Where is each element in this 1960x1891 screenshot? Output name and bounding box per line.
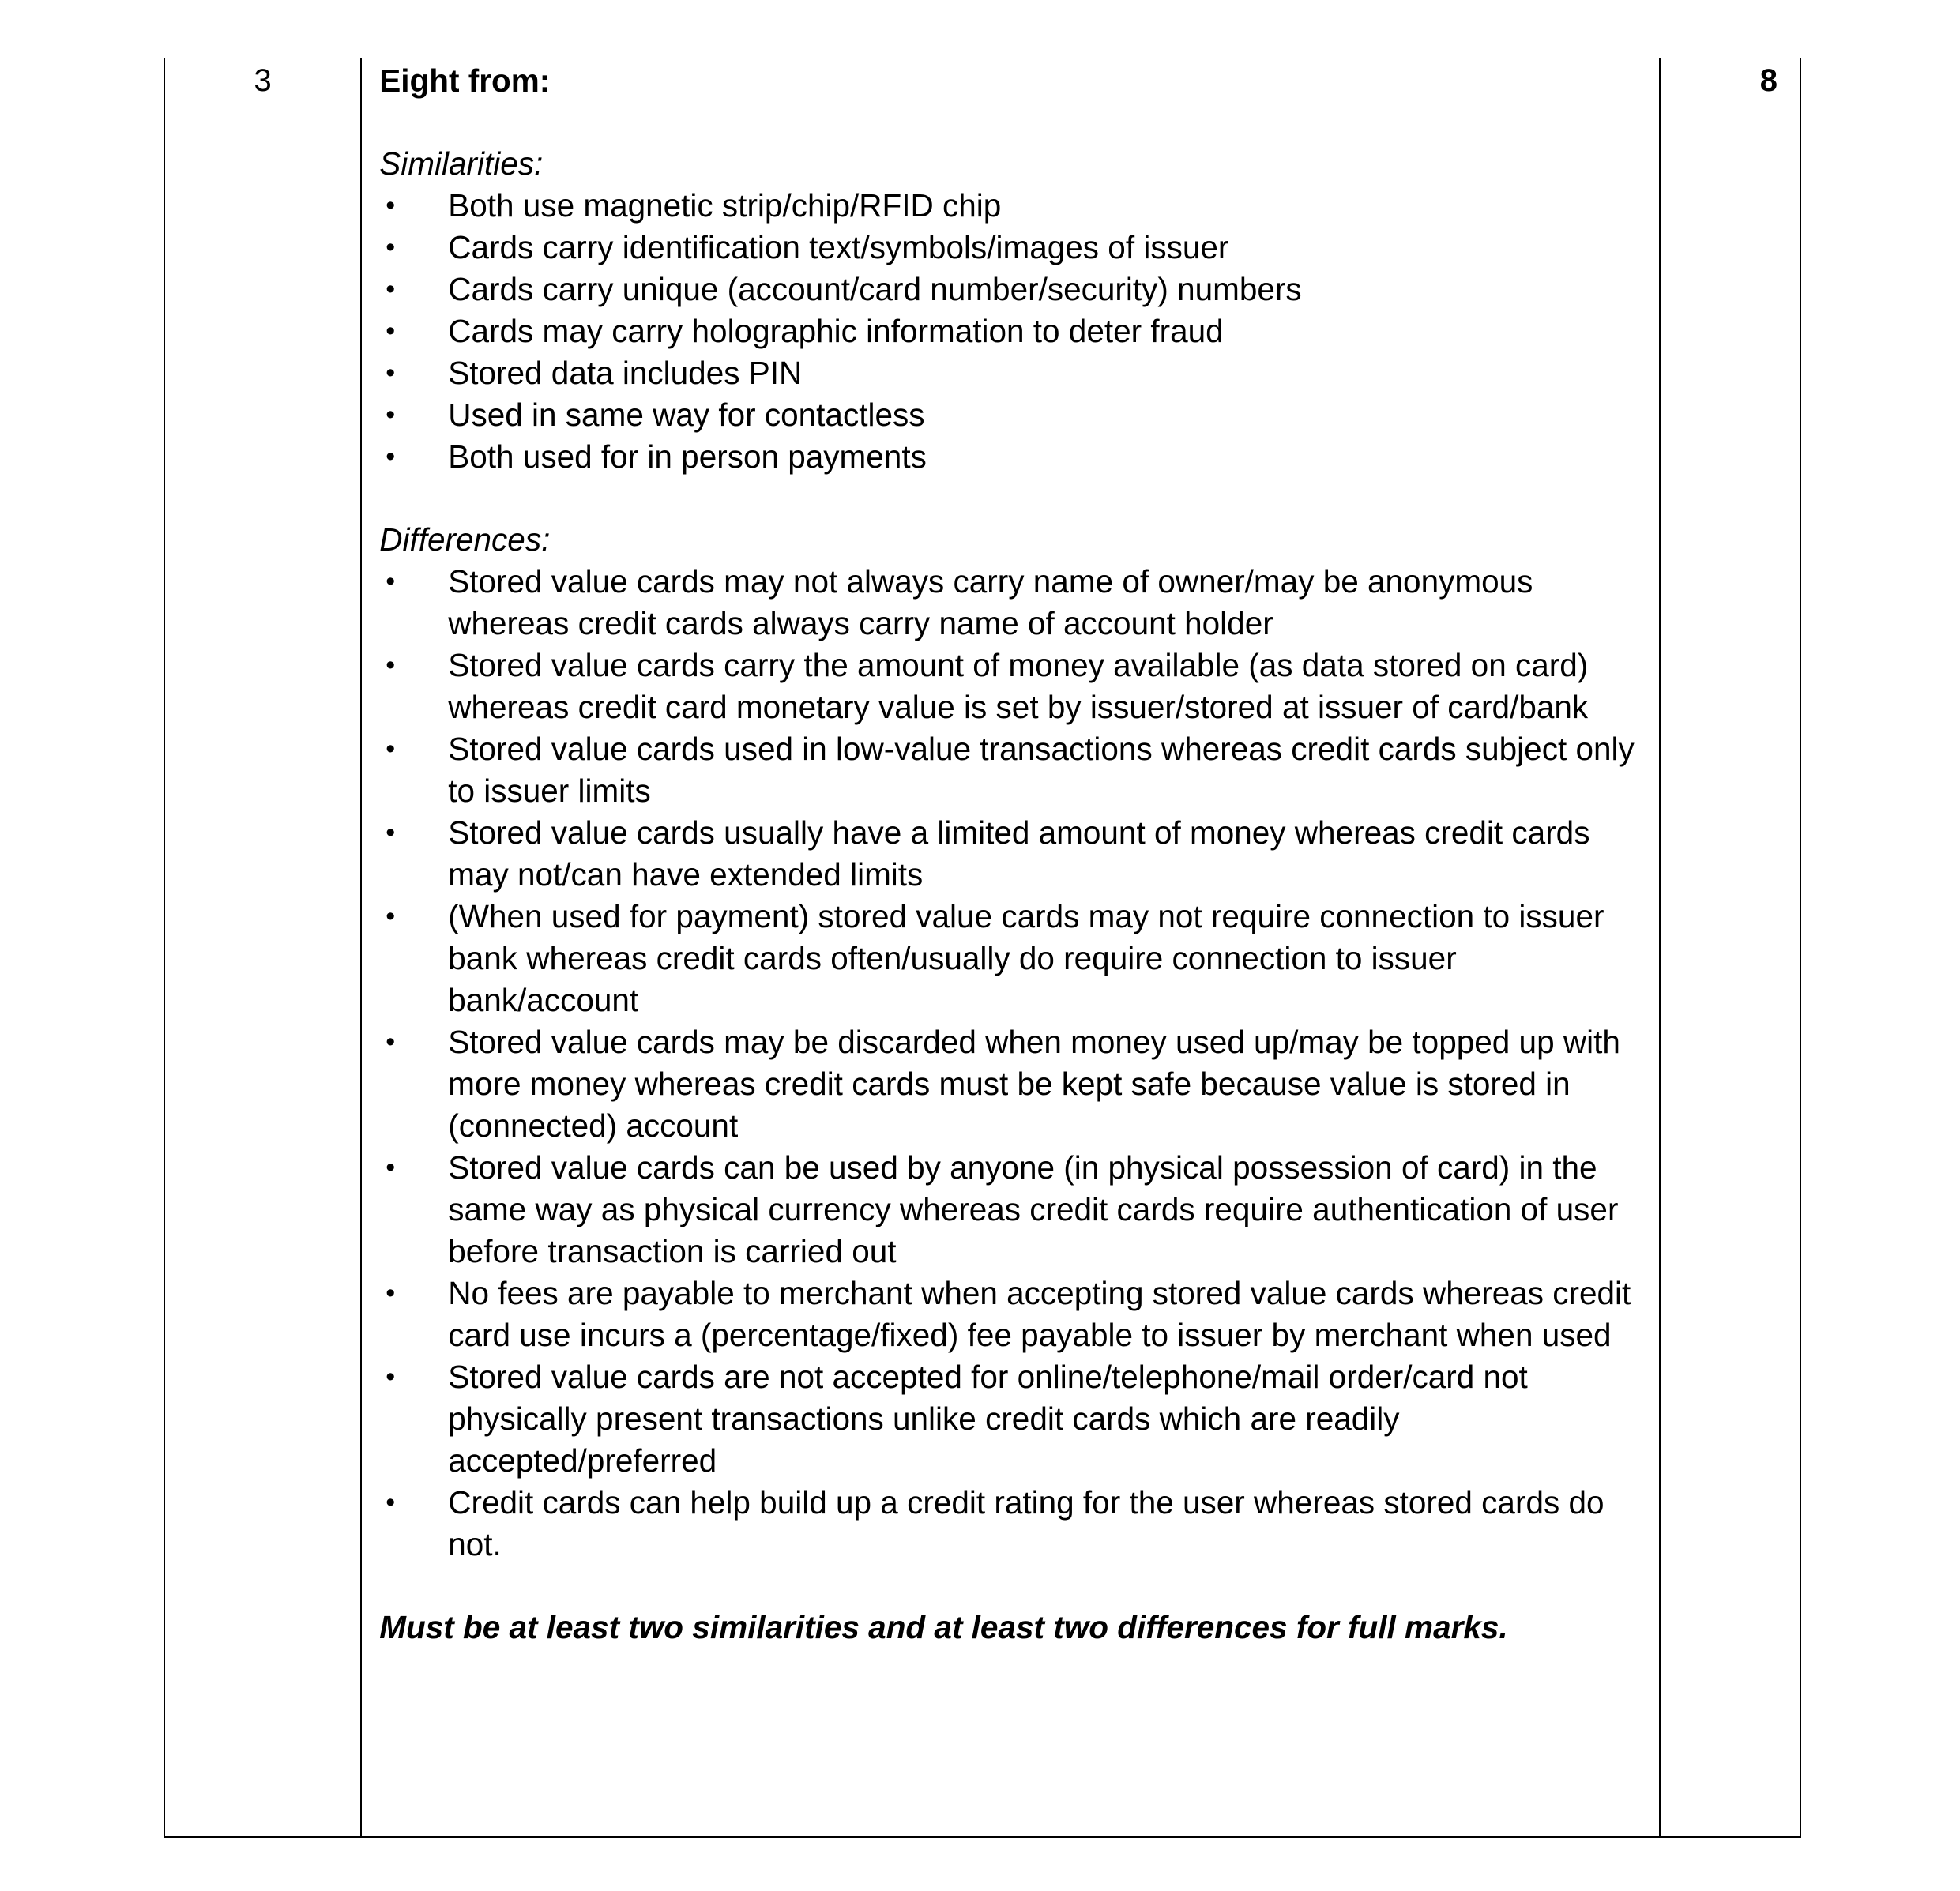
difference-item xyxy=(379,1147,1643,1273)
bullet-icon: • xyxy=(386,1362,396,1392)
difference-item-text: Stored value cards usually have a limited amount of money whereas credit cards may not/can have extended limits xyxy=(448,814,1590,893)
similarity-item-text: Stored data includes PIN xyxy=(448,355,803,391)
differences-heading: Differences: xyxy=(379,521,551,558)
similarity-item xyxy=(379,227,1643,269)
bullet-icon: • xyxy=(386,1487,396,1517)
difference-item-text: Stored value cards are not accepted for online/telephone/mail order/card not physically present transactions unlike credit cards which are readily accepted/preferred xyxy=(448,1359,1528,1479)
bullet-icon: • xyxy=(386,358,396,388)
mark-scheme-row xyxy=(164,58,1800,1837)
difference-item xyxy=(379,561,1643,645)
difference-item-text: No fees are payable to merchant when accepting stored value cards whereas credit card use incurs a (percentage/fixed) fee payable to issuer by merchant when used xyxy=(448,1275,1631,1353)
bullet-icon: • xyxy=(386,1027,396,1057)
similarity-item xyxy=(379,310,1643,352)
question-number: 3 xyxy=(164,58,361,1837)
bullet-icon: • xyxy=(386,818,396,848)
similarity-item xyxy=(379,185,1643,227)
bullet-icon: • xyxy=(386,566,396,596)
bullet-icon: • xyxy=(386,232,396,262)
difference-item xyxy=(379,1356,1643,1482)
similarity-item xyxy=(379,352,1643,394)
difference-item-text: (When used for payment) stored value cards may not require connection to issuer bank whereas credit cards often/usually do require connection to issuer bank/account xyxy=(448,898,1604,1018)
bullet-icon: • xyxy=(386,1278,396,1308)
answer-cell xyxy=(361,58,1660,1837)
bullet-icon: • xyxy=(386,650,396,680)
bullet-icon: • xyxy=(386,734,396,764)
difference-item xyxy=(379,896,1643,1021)
difference-item-text: Stored value cards can be used by anyone (in physical possession of card) in the same way as physical currency whereas credit cards require authentication of user before transaction is carried out xyxy=(448,1149,1619,1269)
difference-item-text: Stored value cards carry the amount of money available (as data stored on card) whereas credit card monetary value is set by issuer/stored at issuer of card/bank xyxy=(448,647,1589,725)
bullet-icon: • xyxy=(386,316,396,346)
difference-item-text: Stored value cards may be discarded when money used up/may be topped up with more money whereas credit cards must be kept safe because value is stored in (connected) account xyxy=(448,1024,1620,1144)
bullet-icon: • xyxy=(386,901,396,931)
similarity-item xyxy=(379,436,1643,478)
similarity-item-text: Both use magnetic strip/chip/RFID chip xyxy=(448,187,1002,224)
marks-value: 8 xyxy=(1660,58,1800,1837)
similarity-item xyxy=(379,394,1643,436)
differences-list xyxy=(379,561,1643,1566)
similarity-item-text: Both used for in person payments xyxy=(448,438,927,475)
mark-scheme-table xyxy=(164,58,1801,1838)
bullet-icon: • xyxy=(386,190,396,220)
difference-item xyxy=(379,812,1643,896)
difference-item xyxy=(379,1273,1643,1356)
difference-item-text: Stored value cards used in low-value transactions whereas credit cards subject only to issuer limits xyxy=(448,731,1635,809)
answer-intro: Eight from: xyxy=(379,62,551,99)
difference-item-text: Credit cards can help build up a credit rating for the user whereas stored cards do not. xyxy=(448,1484,1604,1562)
difference-item xyxy=(379,645,1643,728)
difference-item-text: Stored value cards may not always carry name of owner/may be anonymous whereas credit cards always carry name of account holder xyxy=(448,563,1533,641)
bullet-icon: • xyxy=(386,1152,396,1182)
difference-item xyxy=(379,1482,1643,1566)
similarity-item-text: Used in same way for contactless xyxy=(448,397,925,433)
bullet-icon: • xyxy=(386,442,396,472)
similarities-heading: Similarities: xyxy=(379,145,544,182)
similarity-item-text: Cards carry identification text/symbols/images of issuer xyxy=(448,229,1229,265)
bullet-icon: • xyxy=(386,274,396,304)
difference-item xyxy=(379,728,1643,812)
bullet-icon: • xyxy=(386,400,396,430)
difference-item xyxy=(379,1021,1643,1147)
similarity-item-text: Cards may carry holographic information to deter fraud xyxy=(448,313,1224,349)
similarity-item-text: Cards carry unique (account/card number/security) numbers xyxy=(448,271,1302,307)
marking-note: Must be at least two similarities and at least two differences for full marks. xyxy=(379,1609,1508,1645)
similarity-item xyxy=(379,269,1643,310)
similarities-list xyxy=(379,185,1643,478)
